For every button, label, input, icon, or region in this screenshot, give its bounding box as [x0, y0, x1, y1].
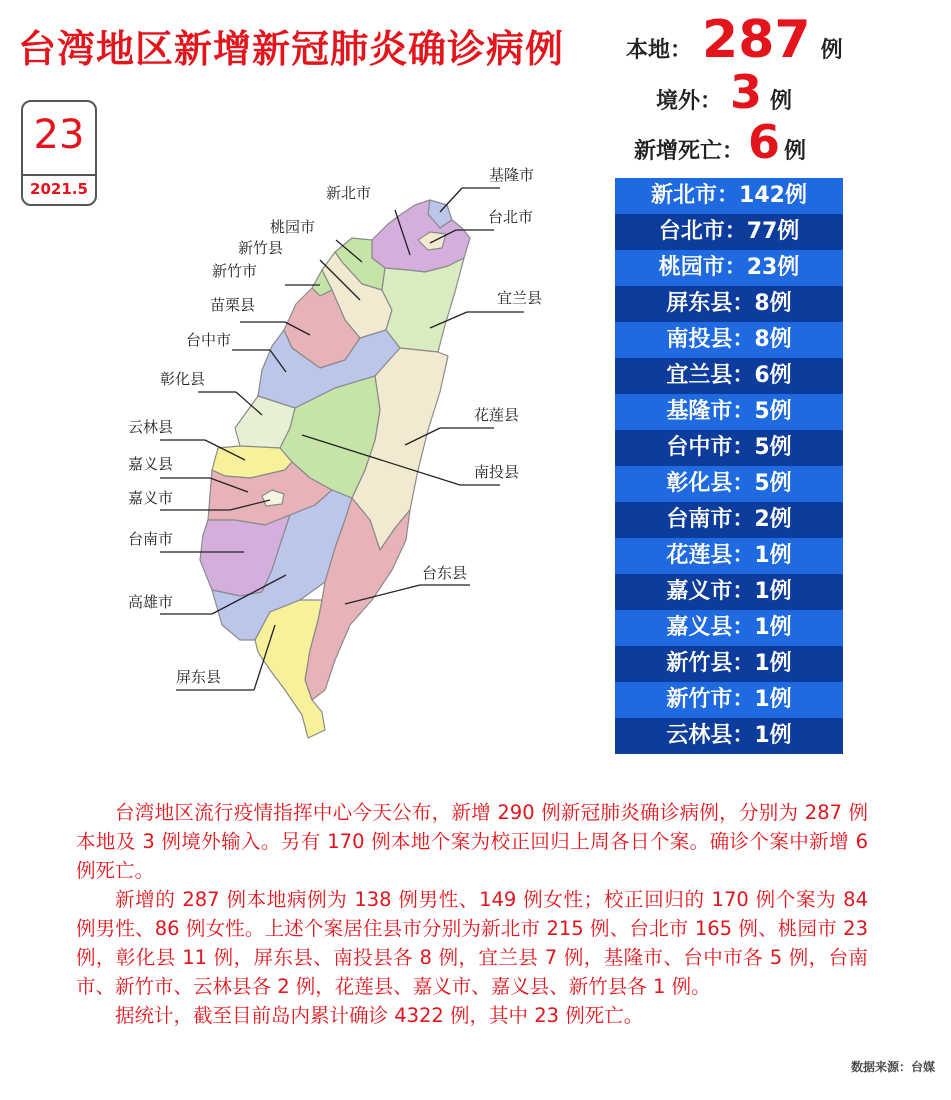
region-row: 云林县：1例: [615, 718, 843, 754]
news-paragraph: 新增的 287 例本地病例为 138 例男性、149 例女性；校正回归的 170 例个案为 84 例男性、86 例女性。上述个案居住县市分别为新北市 215 例、台北市 165 例、桃园市 23 例，彰化县 11 例，屏东县、南投县各 8 例，宜兰县 7 例，基隆市、台中市各 5 例，台南市、新竹市、云林县各 2 例，花莲县、嘉义市、嘉义县、新竹县各 1 例。: [76, 888, 868, 998]
label-taoyuan: 桃园市: [270, 218, 316, 236]
region-row: 新竹市：1例: [615, 682, 843, 718]
label-hsinchu-city: 新竹市: [212, 262, 258, 280]
region-row: 新竹县：1例: [615, 646, 843, 682]
label-new-taipei: 新北市: [326, 184, 372, 202]
region-row: 花莲县：1例: [615, 538, 843, 574]
region-row: 屏东县：8例: [615, 286, 843, 322]
taiwan-map: [100, 150, 570, 750]
stat-deaths-value: 6: [748, 115, 781, 169]
stat-local-unit: 例: [820, 38, 843, 63]
label-changhua: 彰化县: [160, 370, 206, 388]
stat-deaths-label: 新增死亡：: [634, 139, 745, 164]
stat-overseas-unit: 例: [770, 89, 793, 114]
news-text: [76, 798, 868, 1030]
news-paragraph: 台湾地区流行疫情指挥中心今天公布，新增 290 例新冠肺炎确诊病例，分别为 287 例本地及 3 例境外输入。另有 170 例本地个案为校正回归上周各日个案。确诊个案中新增 6 例死亡。: [76, 801, 868, 882]
region-row: 嘉义县：1例: [615, 610, 843, 646]
label-taipei: 台北市: [488, 208, 534, 226]
news-paragraph: 据统计，截至目前岛内累计确诊 4322 例，其中 23 例死亡。: [115, 1004, 644, 1027]
region-row: 宜兰县：6例: [615, 358, 843, 394]
label-taitung: 台东县: [422, 564, 468, 582]
region-case-list: [615, 178, 843, 754]
date-year-month: 2021.5: [30, 180, 88, 198]
region-yilan: [382, 258, 464, 352]
date-divider: [23, 174, 95, 176]
label-pingtung: 屏东县: [176, 668, 222, 686]
region-row: 基隆市：5例: [615, 394, 843, 430]
date-day: 23: [33, 112, 85, 158]
region-row: 台北市：77例: [615, 214, 843, 250]
stat-overseas-label: 境外：: [656, 89, 723, 114]
label-yilan: 宜兰县: [497, 289, 543, 307]
stat-deaths-unit: 例: [784, 139, 807, 164]
region-new-taipei: [372, 200, 470, 272]
label-taichung: 台中市: [186, 331, 232, 349]
stat-local: [626, 10, 843, 70]
page-title: 台湾地区新增新冠肺炎确诊病例: [18, 27, 565, 71]
label-chiayi-county: 嘉义县: [128, 455, 174, 473]
label-tainan: 台南市: [128, 530, 174, 548]
region-row: 嘉义市：1例: [615, 574, 843, 610]
label-miaoli: 苗栗县: [210, 296, 256, 314]
label-kaohsiung: 高雄市: [128, 593, 174, 611]
label-keelung: 基隆市: [489, 166, 535, 184]
leader-keelung: [440, 188, 462, 212]
region-row: 南投县：8例: [615, 322, 843, 358]
region-row: 台中市：5例: [615, 430, 843, 466]
stat-overseas-value: 3: [730, 65, 763, 119]
stat-overseas: [656, 65, 792, 119]
label-nantou: 南投县: [474, 463, 520, 481]
date-badge: [21, 100, 97, 206]
data-source: 数据来源：台媒: [850, 1060, 935, 1074]
label-hsinchu-county: 新竹县: [238, 239, 284, 257]
label-hualien: 花莲县: [474, 406, 520, 424]
stat-local-value: 287: [702, 10, 811, 70]
region-row: 新北市：142例: [615, 178, 843, 214]
stat-deaths: [634, 115, 806, 169]
label-chiayi-city: 嘉义市: [128, 489, 174, 507]
region-row: 桃园市：23例: [615, 250, 843, 286]
label-yunlin: 云林县: [128, 418, 174, 436]
stat-local-label: 本地：: [626, 38, 693, 63]
region-row: 台南市：2例: [615, 502, 843, 538]
region-row: 彰化县：5例: [615, 466, 843, 502]
